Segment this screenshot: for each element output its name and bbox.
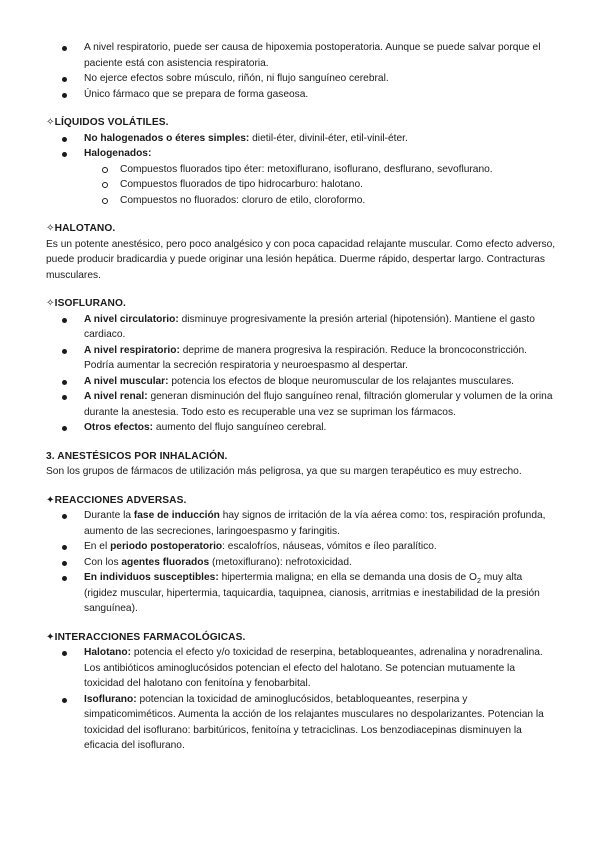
item-text: deprime de manera progresiva la respiración. Reduce la broncoconstricción. Podría aumentar la secreción respiratoria y neuroespasmo al despertar.	[84, 344, 527, 371]
list-item	[46, 343, 556, 374]
list-item	[46, 420, 556, 436]
interacciones-list	[46, 645, 556, 754]
item-text: dietil-éter, divinil-éter, etil-vinil-éter.	[249, 132, 408, 144]
section-isoflurano	[46, 296, 556, 436]
list-item	[46, 645, 556, 692]
sub-list-item: Compuestos fluorados tipo éter: metoxiflurano, isoflurano, desflurano, sevoflurano.	[46, 162, 556, 178]
item-label: A nivel respiratorio:	[84, 344, 180, 356]
item-label: Halotano:	[84, 647, 131, 658]
item-label: Isoflurano:	[84, 693, 137, 705]
item-label: A nivel circulatorio:	[84, 313, 179, 325]
list-item	[46, 312, 556, 343]
list-item	[46, 146, 556, 208]
list-item	[46, 389, 556, 420]
list-item	[46, 692, 556, 754]
item-text: aumento del flujo sanguíneo cerebral.	[153, 422, 327, 433]
item-label: Otros efectos:	[84, 422, 154, 433]
item-text: (metoxiflurano): nefrotoxicidad.	[209, 556, 352, 568]
item-label: Halogenados:	[84, 148, 152, 159]
item-bold: fase de inducción	[133, 510, 220, 521]
sub-list-item: Compuestos no fluorados: cloruro de etilo, cloroformo.	[46, 193, 556, 209]
item-bold: agentes fluorados	[121, 556, 210, 568]
section-heading: 3. ANESTÉSICOS POR INHALACIÓN.	[46, 450, 228, 462]
halogenados-sublist	[84, 162, 556, 209]
liquidos-list	[46, 131, 556, 209]
item-text: disminuye progresivamente la presión arterial (hipotensión). Mantiene el gasto cardiaco.	[84, 313, 535, 340]
section-heading: ✧HALOTANO.	[46, 223, 116, 234]
item-text: En el	[84, 541, 111, 552]
sub-list-item: Compuestos fluorados de tipo hidrocarburo: halotano.	[46, 177, 556, 193]
paragraph: Son los grupos de fármacos de utilización más peligrosa, ya que su margen terapéutico es muy estrecho.	[46, 466, 522, 477]
list-item: No ejerce efectos sobre músculo, riñón, ni flujo sanguíneo cerebral.	[46, 71, 556, 87]
item-text: generan disminución del flujo sanguíneo renal, filtración glomerular y volumen de la orina durante la anestesia. Todo esto es recuperable una vez se supriman los fármacos.	[84, 391, 553, 418]
list-item: A nivel respiratorio, puede ser causa de hipoxemia postoperatoria. Aunque se puede salvar porque el paciente está con asistencia respiratoria.	[46, 40, 556, 71]
item-label: A nivel renal:	[84, 391, 148, 402]
section-reacciones-adversas	[46, 493, 556, 617]
item-label: A nivel muscular:	[84, 375, 169, 387]
list-item: Único fármaco que se prepara de forma gaseosa.	[46, 87, 556, 103]
list-item	[46, 539, 556, 555]
section-interacciones	[46, 630, 556, 754]
item-text: potencian la toxicidad de aminoglucósidos, betabloqueantes, reserpina y simpaticomiméticos. Aumenta la acción de los relajantes musculares no despolarizantes. Potencian la toxicidad del isoflurano: barbitúricos, fenitoína y tetraciclinas. Los benzodiacepinas disminuyen la eficacia del isoflurano.	[84, 693, 544, 751]
item-text: muy alta (rigidez muscular, hipertermia, taquicardia, taquipnea, cianosis, arritmias e inestabilidad de la presión sanguínea).	[84, 572, 540, 614]
section-heading: ✦REACCIONES ADVERSAS.	[46, 494, 187, 506]
top-bullet-list	[46, 40, 556, 102]
item-text: : escalofríos, náuseas, vómitos e íleo paralítico.	[222, 541, 437, 552]
reacciones-list	[46, 508, 556, 617]
item-text: potencia el efecto y/o toxicidad de reserpina, betabloqueantes, adrenalina y noradrenalina. Los antibióticos aminoglucósidos potencian el efecto del halotano. Se potencian mutuamente la toxicidad del halotano con fenitoína y fenobarbital.	[84, 647, 543, 689]
list-item	[46, 555, 556, 571]
item-bold: periodo postoperatorio	[110, 541, 223, 552]
subscript: 2	[476, 578, 481, 586]
item-bold: En individuos susceptibles:	[84, 572, 219, 583]
item-text: hipertermia maligna; en ella se demanda una dosis de O	[218, 572, 477, 583]
list-item	[46, 570, 556, 617]
item-text: Con los	[84, 556, 122, 568]
item-label: No halogenados o éteres simples:	[84, 132, 250, 144]
paragraph: Es un potente anestésico, pero poco analgésico y con poca capacidad relajante muscular. Como efecto adverso, puede producir bradicardia y puede originar una lesión hepática. Duerme rápido, despertar largo. Contracturas musculares.	[46, 238, 556, 281]
section-heading: ✦INTERACCIONES FARMACOLÓGICAS.	[46, 631, 246, 643]
section-heading: ✧ISOFLURANO.	[46, 298, 126, 309]
item-text: Durante la	[84, 510, 134, 521]
list-item	[46, 508, 556, 539]
section-halotano	[46, 221, 556, 283]
section-anestesicos-inhalacion	[46, 449, 556, 480]
item-text: hay signos de irritación de la vía aérea como: tos, respiración profunda, aumento de las secreciones, laringoespasmo y faringitis.	[84, 510, 546, 537]
section-heading: ✧LÍQUIDOS VOLÁTILES.	[46, 117, 169, 128]
section-liquidos-volatiles	[46, 115, 556, 208]
document-page	[46, 40, 556, 754]
list-item	[46, 131, 556, 147]
isoflurano-list	[46, 312, 556, 436]
list-item	[46, 374, 556, 390]
item-text: potencia los efectos de bloque neuromuscular de los relajantes musculares.	[168, 375, 514, 387]
